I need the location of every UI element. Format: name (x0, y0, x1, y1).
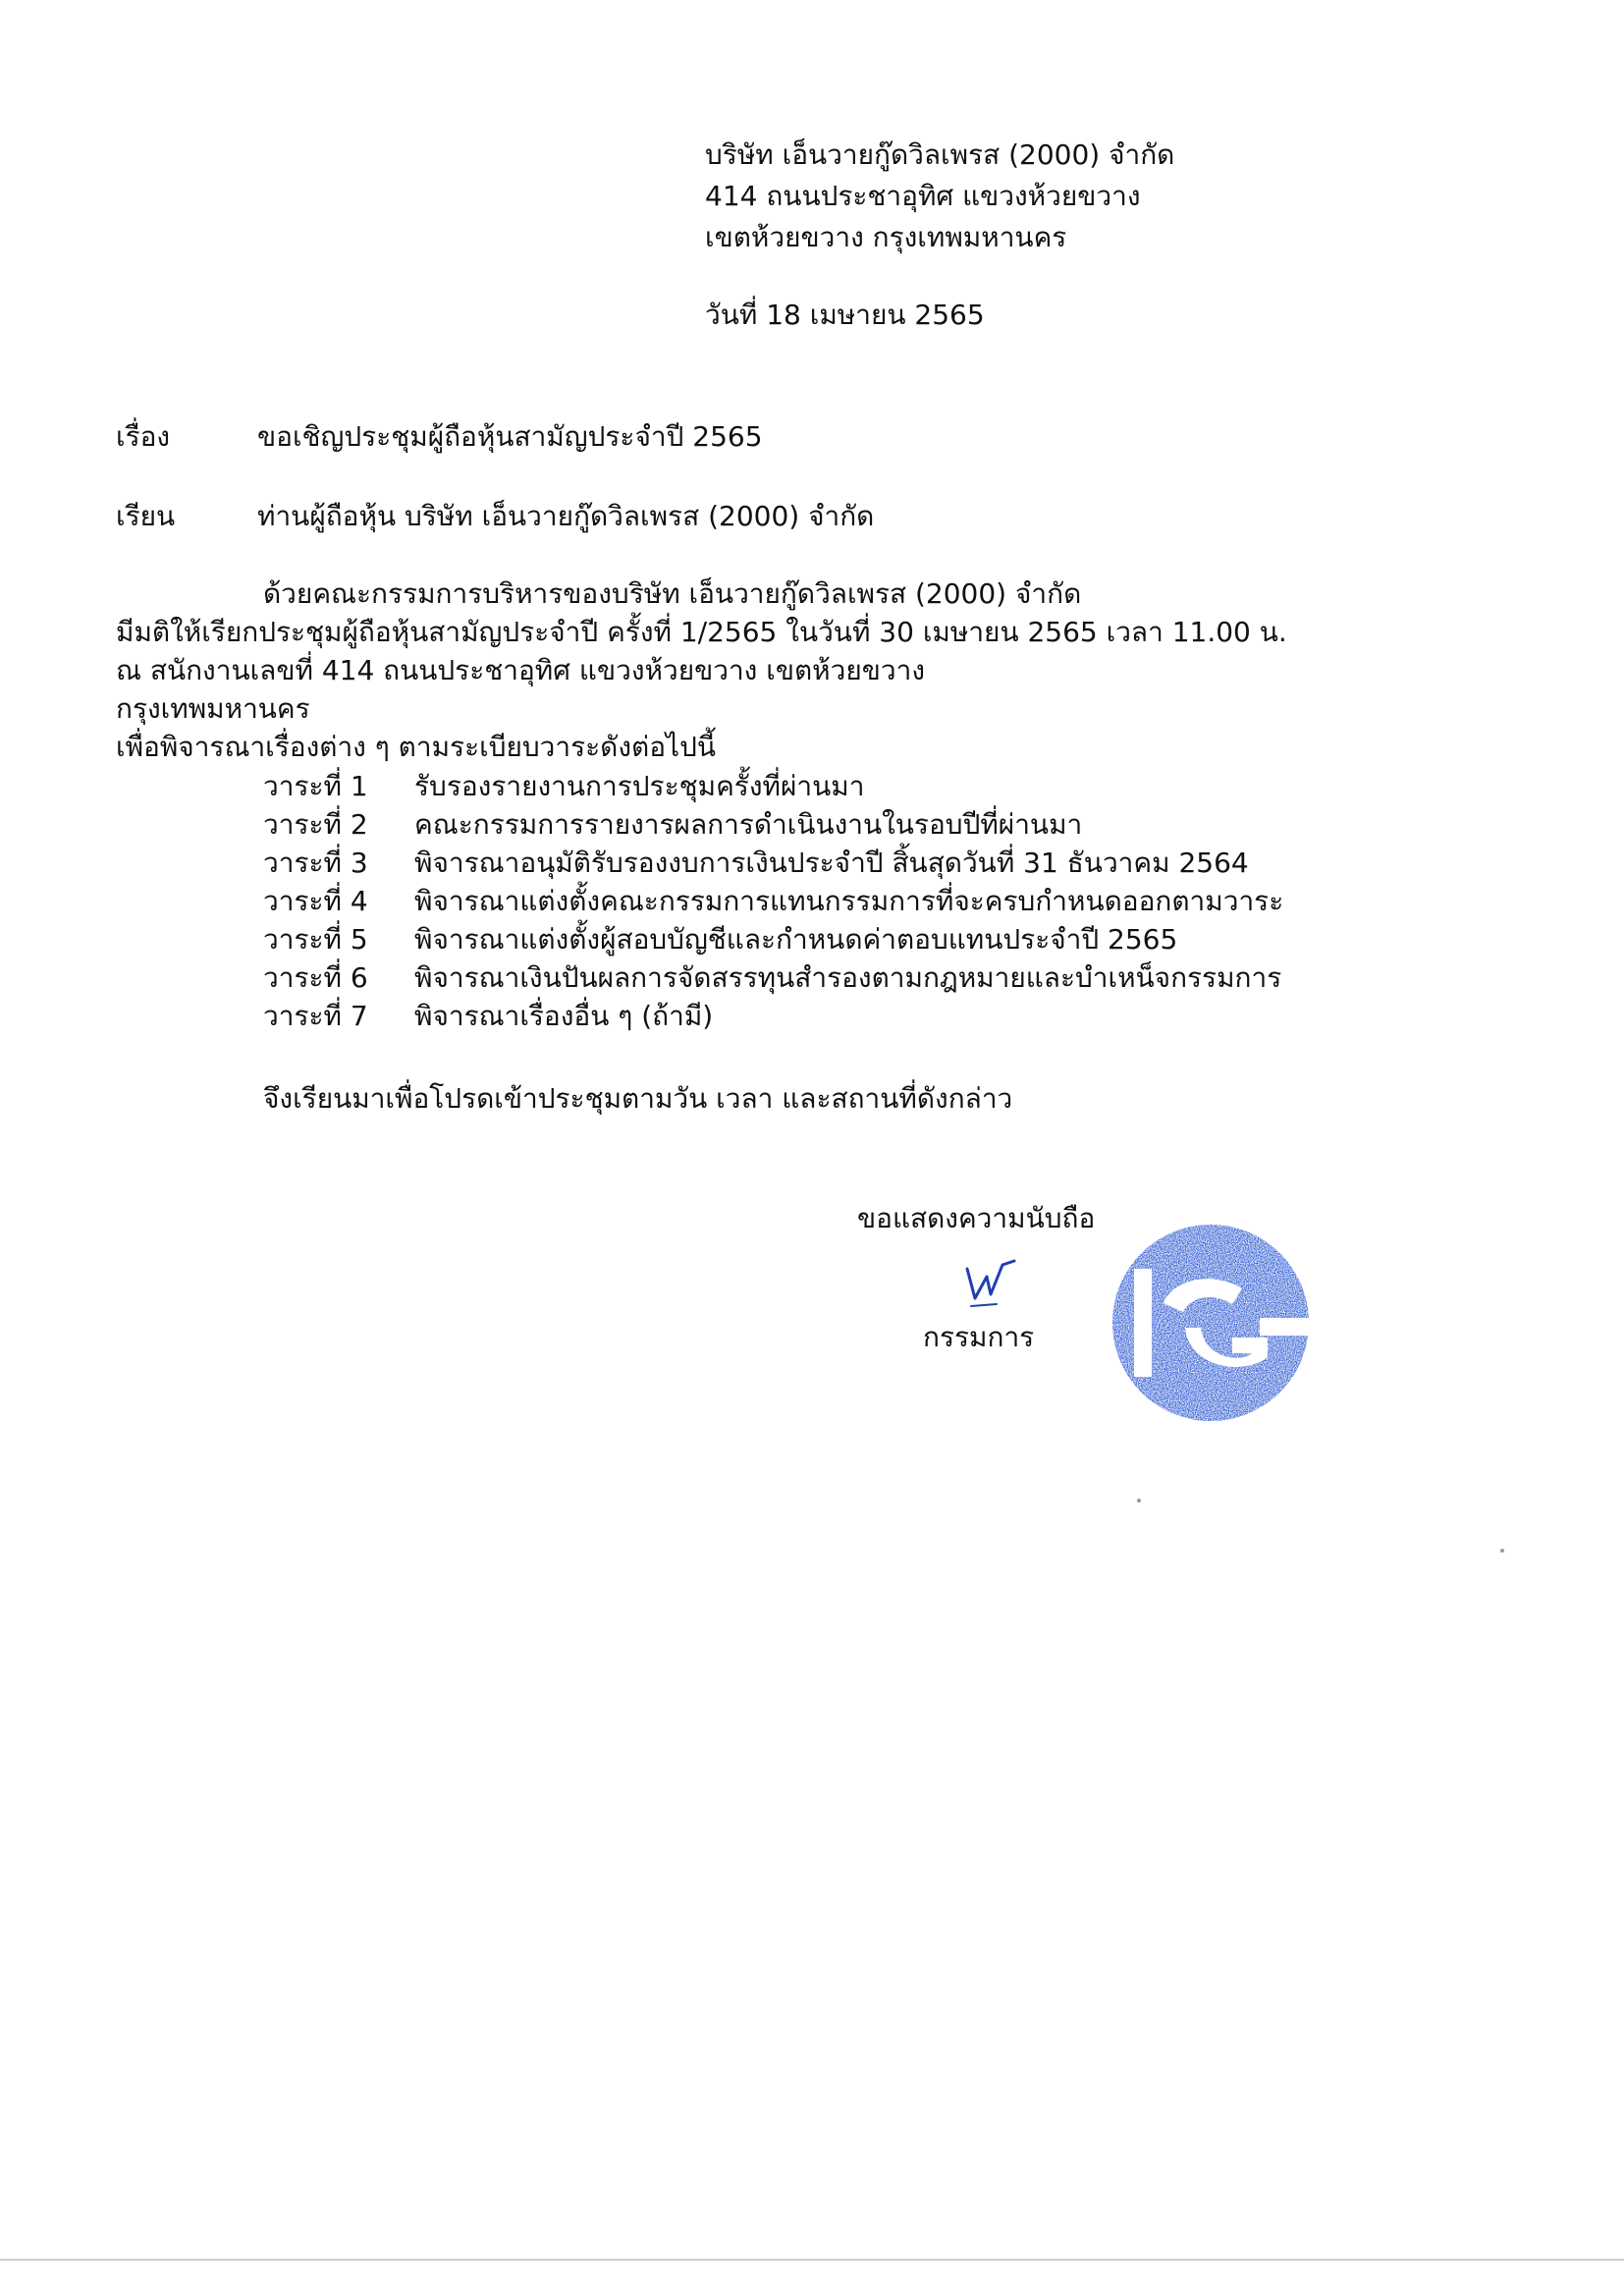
agenda-number: วาระที่ 6 (263, 961, 368, 994)
agenda-number: วาระที่ 3 (263, 847, 368, 879)
scan-speck (1500, 1549, 1504, 1553)
letter-date: วันที่ 18 เมษายน 2565 (705, 299, 985, 331)
recipient-label: เรียน (116, 500, 176, 532)
agenda-item: พิจารณาแต่งตั้งคณะกรรมการแทนกรรมการที่จะครบกำหนดออกตามวาระ (414, 885, 1284, 917)
closing-text: จึงเรียนมาเพื่อโปรดเข้าประชุมตามวัน เวลา และสถานที่ดังกล่าว (263, 1082, 1013, 1115)
agenda-number: วาระที่ 5 (263, 923, 368, 956)
agenda-item: พิจารณาอนุมัติรับรองงบการเงินประจำปี สิ้นสุดวันที่ 31 ธันวาคม 2564 (414, 847, 1249, 879)
signer-title: กรรมการ (923, 1321, 1035, 1353)
body-line-2: มีมติให้เรียกประชุมผู้ถือหุ้นสามัญประจำปี ครั้งที่ 1/2565 ในวันที่ 30 เมษายน 2565 เวลา 11.00 น. (116, 616, 1287, 648)
agenda-number: วาระที่ 2 (263, 808, 368, 841)
page-bottom-edge (0, 2259, 1624, 2261)
body-line-1: ด้วยคณะกรรมการบริหารของบริษัท เอ็นวายกู๊ดวิลเพรส (2000) จำกัด (263, 577, 1082, 610)
agenda-item: รับรองรายงานการประชุมครั้งที่ผ่านมา (414, 770, 865, 802)
handwritten-signature (957, 1255, 1036, 1314)
company-stamp (1095, 1210, 1321, 1436)
address-line-2: เขตห้วยขวาง กรุงเทพมหานคร (705, 221, 1067, 253)
agenda-item: พิจารณาเรื่องอื่น ๆ (ถ้ามี) (414, 1000, 714, 1032)
body-line-4: กรุงเทพมหานคร (116, 692, 310, 725)
body-line-3: ณ สนักงานเลขที่ 414 ถนนประชาอุทิศ แขวงห้วยขวาง เขตห้วยขวาง (116, 654, 925, 686)
regards-text: ขอแสดงความนับถือ (857, 1202, 1096, 1234)
scan-speck (1137, 1499, 1141, 1503)
agenda-number: วาระที่ 4 (263, 885, 368, 917)
agenda-number: วาระที่ 1 (263, 770, 368, 802)
agenda-number: วาระที่ 7 (263, 1000, 368, 1032)
body-line-5: เพื่อพิจารณาเรื่องต่าง ๆ ตามระเบียบวาระดังต่อไปนี้ (116, 731, 717, 763)
subject-text: ขอเชิญประชุมผู้ถือหุ้นสามัญประจำปี 2565 (257, 420, 763, 453)
agenda-item: พิจารณาเงินปันผลการจัดสรรทุนสำรองตามกฎหมายและบำเหน็จกรรมการ (414, 961, 1282, 994)
agenda-item: คณะกรรมการรายงารผลการดำเนินงานในรอบปีที่ผ่านมา (414, 808, 1083, 841)
address-line-1: 414 ถนนประชาอุทิศ แขวงห้วยขวาง (705, 180, 1141, 212)
subject-label: เรื่อง (116, 420, 171, 453)
company-name: บริษัท เอ็นวายกู๊ดวิลเพรส (2000) จำกัด (705, 138, 1175, 171)
recipient-text: ท่านผู้ถือหุ้น บริษัท เอ็นวายกู๊ดวิลเพรส (2000) จำกัด (257, 500, 875, 532)
agenda-item: พิจารณาแต่งตั้งผู้สอบบัญชีและกำหนดค่าตอบแทนประจำปี 2565 (414, 923, 1178, 956)
